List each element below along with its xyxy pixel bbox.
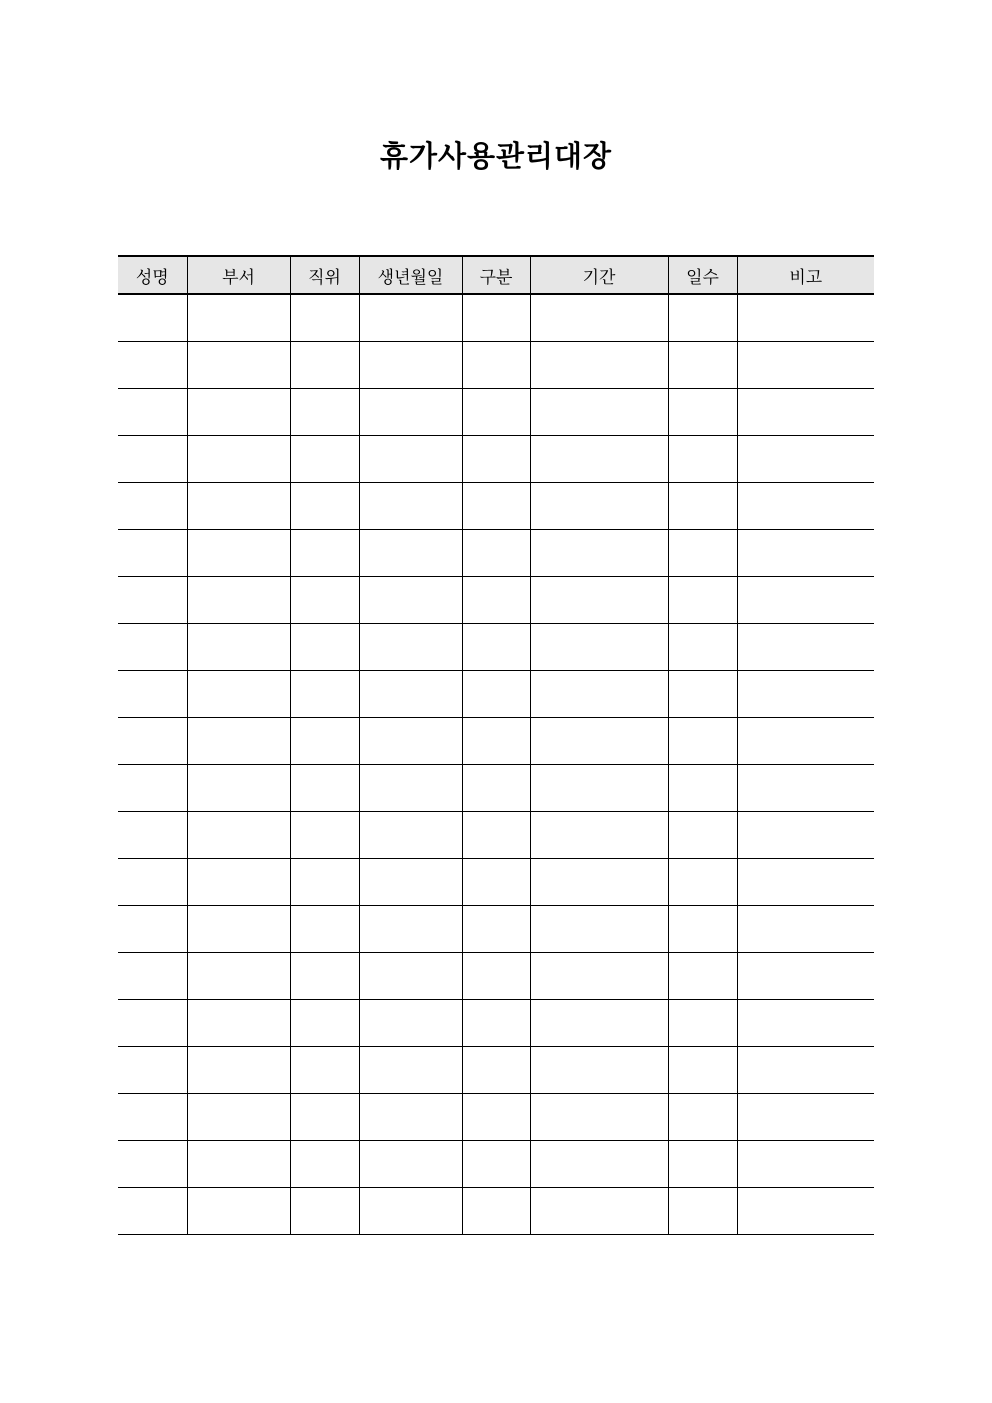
cell-days[interactable]	[668, 294, 737, 341]
cell-remarks[interactable]	[737, 1140, 874, 1187]
cell-birthdate[interactable]	[359, 1093, 462, 1140]
cell-name[interactable]	[118, 1187, 187, 1234]
cell-category[interactable]	[462, 764, 530, 811]
cell-days[interactable]	[668, 529, 737, 576]
cell-birthdate[interactable]	[359, 576, 462, 623]
cell-birthdate[interactable]	[359, 623, 462, 670]
cell-remarks[interactable]	[737, 1046, 874, 1093]
cell-category[interactable]	[462, 341, 530, 388]
cell-days[interactable]	[668, 764, 737, 811]
cell-birthdate[interactable]	[359, 999, 462, 1046]
cell-name[interactable]	[118, 623, 187, 670]
cell-birthdate[interactable]	[359, 905, 462, 952]
cell-department[interactable]	[187, 999, 290, 1046]
cell-period[interactable]	[530, 858, 668, 905]
cell-department[interactable]	[187, 1093, 290, 1140]
table-row	[118, 717, 874, 764]
table-row	[118, 670, 874, 717]
cell-days[interactable]	[668, 811, 737, 858]
cell-department[interactable]	[187, 341, 290, 388]
cell-name[interactable]	[118, 294, 187, 341]
cell-position[interactable]	[290, 858, 359, 905]
cell-period[interactable]	[530, 388, 668, 435]
cell-remarks[interactable]	[737, 811, 874, 858]
cell-name[interactable]	[118, 999, 187, 1046]
cell-remarks[interactable]	[737, 623, 874, 670]
cell-birthdate[interactable]	[359, 764, 462, 811]
cell-remarks[interactable]	[737, 670, 874, 717]
cell-category[interactable]	[462, 294, 530, 341]
cell-name[interactable]	[118, 670, 187, 717]
cell-category[interactable]	[462, 435, 530, 482]
cell-days[interactable]	[668, 717, 737, 764]
cell-birthdate[interactable]	[359, 717, 462, 764]
cell-name[interactable]	[118, 341, 187, 388]
table-body	[118, 294, 874, 1234]
cell-department[interactable]	[187, 1187, 290, 1234]
cell-birthdate[interactable]	[359, 1046, 462, 1093]
cell-position[interactable]	[290, 999, 359, 1046]
cell-category[interactable]	[462, 717, 530, 764]
table-row	[118, 435, 874, 482]
cell-position[interactable]	[290, 341, 359, 388]
table-row	[118, 623, 874, 670]
cell-name[interactable]	[118, 1046, 187, 1093]
cell-department[interactable]	[187, 435, 290, 482]
cell-remarks[interactable]	[737, 341, 874, 388]
cell-remarks[interactable]	[737, 764, 874, 811]
cell-days[interactable]	[668, 999, 737, 1046]
cell-position[interactable]	[290, 529, 359, 576]
cell-department[interactable]	[187, 670, 290, 717]
cell-period[interactable]	[530, 1187, 668, 1234]
header-birthdate: 생년월일	[359, 256, 462, 294]
header-row	[118, 256, 874, 294]
cell-position[interactable]	[290, 811, 359, 858]
table-row	[118, 294, 874, 341]
cell-department[interactable]	[187, 764, 290, 811]
cell-position[interactable]	[290, 952, 359, 999]
cell-birthdate[interactable]	[359, 1187, 462, 1234]
table-row	[118, 482, 874, 529]
cell-position[interactable]	[290, 1046, 359, 1093]
cell-name[interactable]	[118, 576, 187, 623]
cell-birthdate[interactable]	[359, 858, 462, 905]
cell-name[interactable]	[118, 811, 187, 858]
cell-period[interactable]	[530, 811, 668, 858]
cell-period[interactable]	[530, 1046, 668, 1093]
header-days: 일수	[668, 256, 737, 294]
cell-days[interactable]	[668, 1093, 737, 1140]
cell-position[interactable]	[290, 294, 359, 341]
table-row	[118, 952, 874, 999]
cell-category[interactable]	[462, 623, 530, 670]
cell-category[interactable]	[462, 811, 530, 858]
cell-department[interactable]	[187, 623, 290, 670]
cell-days[interactable]	[668, 482, 737, 529]
header-period: 기간	[530, 256, 668, 294]
cell-period[interactable]	[530, 999, 668, 1046]
cell-category[interactable]	[462, 1046, 530, 1093]
cell-remarks[interactable]	[737, 905, 874, 952]
cell-birthdate[interactable]	[359, 435, 462, 482]
cell-period[interactable]	[530, 294, 668, 341]
cell-department[interactable]	[187, 905, 290, 952]
cell-days[interactable]	[668, 435, 737, 482]
cell-category[interactable]	[462, 1140, 530, 1187]
cell-name[interactable]	[118, 905, 187, 952]
cell-name[interactable]	[118, 529, 187, 576]
cell-name[interactable]	[118, 1093, 187, 1140]
cell-remarks[interactable]	[737, 717, 874, 764]
cell-remarks[interactable]	[737, 999, 874, 1046]
cell-days[interactable]	[668, 952, 737, 999]
cell-period[interactable]	[530, 717, 668, 764]
cell-category[interactable]	[462, 1093, 530, 1140]
table-row	[118, 858, 874, 905]
table-row	[118, 999, 874, 1046]
cell-birthdate[interactable]	[359, 529, 462, 576]
cell-remarks[interactable]	[737, 529, 874, 576]
cell-period[interactable]	[530, 670, 668, 717]
cell-position[interactable]	[290, 623, 359, 670]
cell-position[interactable]	[290, 1093, 359, 1140]
cell-birthdate[interactable]	[359, 388, 462, 435]
cell-days[interactable]	[668, 576, 737, 623]
cell-category[interactable]	[462, 905, 530, 952]
header-name: 성명	[118, 256, 187, 294]
cell-remarks[interactable]	[737, 1187, 874, 1234]
page-title: 휴가사용관리대장	[379, 139, 613, 173]
cell-name[interactable]	[118, 1140, 187, 1187]
cell-days[interactable]	[668, 1140, 737, 1187]
cell-department[interactable]	[187, 482, 290, 529]
cell-period[interactable]	[530, 341, 668, 388]
cell-name[interactable]	[118, 952, 187, 999]
cell-days[interactable]	[668, 388, 737, 435]
cell-name[interactable]	[118, 482, 187, 529]
cell-department[interactable]	[187, 388, 290, 435]
cell-position[interactable]	[290, 482, 359, 529]
cell-name[interactable]	[118, 388, 187, 435]
cell-category[interactable]	[462, 482, 530, 529]
table-row	[118, 529, 874, 576]
cell-position[interactable]	[290, 670, 359, 717]
cell-name[interactable]	[118, 435, 187, 482]
header-department: 부서	[187, 256, 290, 294]
cell-days[interactable]	[668, 670, 737, 717]
cell-days[interactable]	[668, 623, 737, 670]
cell-category[interactable]	[462, 576, 530, 623]
cell-period[interactable]	[530, 764, 668, 811]
cell-remarks[interactable]	[737, 294, 874, 341]
cell-position[interactable]	[290, 1140, 359, 1187]
cell-period[interactable]	[530, 623, 668, 670]
cell-period[interactable]	[530, 1093, 668, 1140]
table-row	[118, 1140, 874, 1187]
cell-position[interactable]	[290, 905, 359, 952]
cell-remarks[interactable]	[737, 576, 874, 623]
cell-period[interactable]	[530, 529, 668, 576]
cell-category[interactable]	[462, 388, 530, 435]
cell-category[interactable]	[462, 670, 530, 717]
cell-position[interactable]	[290, 435, 359, 482]
cell-department[interactable]	[187, 858, 290, 905]
cell-department[interactable]	[187, 294, 290, 341]
cell-position[interactable]	[290, 388, 359, 435]
table-row	[118, 905, 874, 952]
table-row	[118, 1187, 874, 1234]
cell-days[interactable]	[668, 1187, 737, 1234]
cell-department[interactable]	[187, 1140, 290, 1187]
table-row	[118, 811, 874, 858]
cell-days[interactable]	[668, 341, 737, 388]
cell-days[interactable]	[668, 905, 737, 952]
cell-department[interactable]	[187, 952, 290, 999]
cell-category[interactable]	[462, 529, 530, 576]
cell-birthdate[interactable]	[359, 482, 462, 529]
cell-department[interactable]	[187, 811, 290, 858]
cell-position[interactable]	[290, 717, 359, 764]
cell-department[interactable]	[187, 717, 290, 764]
cell-remarks[interactable]	[737, 388, 874, 435]
cell-birthdate[interactable]	[359, 294, 462, 341]
cell-period[interactable]	[530, 576, 668, 623]
cell-period[interactable]	[530, 435, 668, 482]
cell-birthdate[interactable]	[359, 670, 462, 717]
cell-department[interactable]	[187, 529, 290, 576]
cell-birthdate[interactable]	[359, 1140, 462, 1187]
cell-category[interactable]	[462, 952, 530, 999]
cell-period[interactable]	[530, 482, 668, 529]
header-position: 직위	[290, 256, 359, 294]
header-category: 구분	[462, 256, 530, 294]
table-row	[118, 1093, 874, 1140]
cell-category[interactable]	[462, 999, 530, 1046]
cell-days[interactable]	[668, 1046, 737, 1093]
leave-register-table	[118, 255, 874, 1235]
cell-category[interactable]	[462, 1187, 530, 1234]
cell-period[interactable]	[530, 905, 668, 952]
cell-department[interactable]	[187, 576, 290, 623]
cell-remarks[interactable]	[737, 482, 874, 529]
cell-remarks[interactable]	[737, 1093, 874, 1140]
cell-department[interactable]	[187, 1046, 290, 1093]
cell-name[interactable]	[118, 717, 187, 764]
cell-remarks[interactable]	[737, 952, 874, 999]
cell-birthdate[interactable]	[359, 952, 462, 999]
table-row	[118, 576, 874, 623]
cell-name[interactable]	[118, 858, 187, 905]
cell-period[interactable]	[530, 952, 668, 999]
cell-name[interactable]	[118, 764, 187, 811]
cell-period[interactable]	[530, 1140, 668, 1187]
cell-position[interactable]	[290, 1187, 359, 1234]
table-row	[118, 1046, 874, 1093]
cell-position[interactable]	[290, 576, 359, 623]
table-row	[118, 764, 874, 811]
cell-remarks[interactable]	[737, 858, 874, 905]
table-row	[118, 388, 874, 435]
cell-category[interactable]	[462, 858, 530, 905]
cell-remarks[interactable]	[737, 435, 874, 482]
header-remarks: 비고	[737, 256, 874, 294]
cell-birthdate[interactable]	[359, 341, 462, 388]
cell-birthdate[interactable]	[359, 811, 462, 858]
cell-position[interactable]	[290, 764, 359, 811]
table-row	[118, 341, 874, 388]
cell-days[interactable]	[668, 858, 737, 905]
